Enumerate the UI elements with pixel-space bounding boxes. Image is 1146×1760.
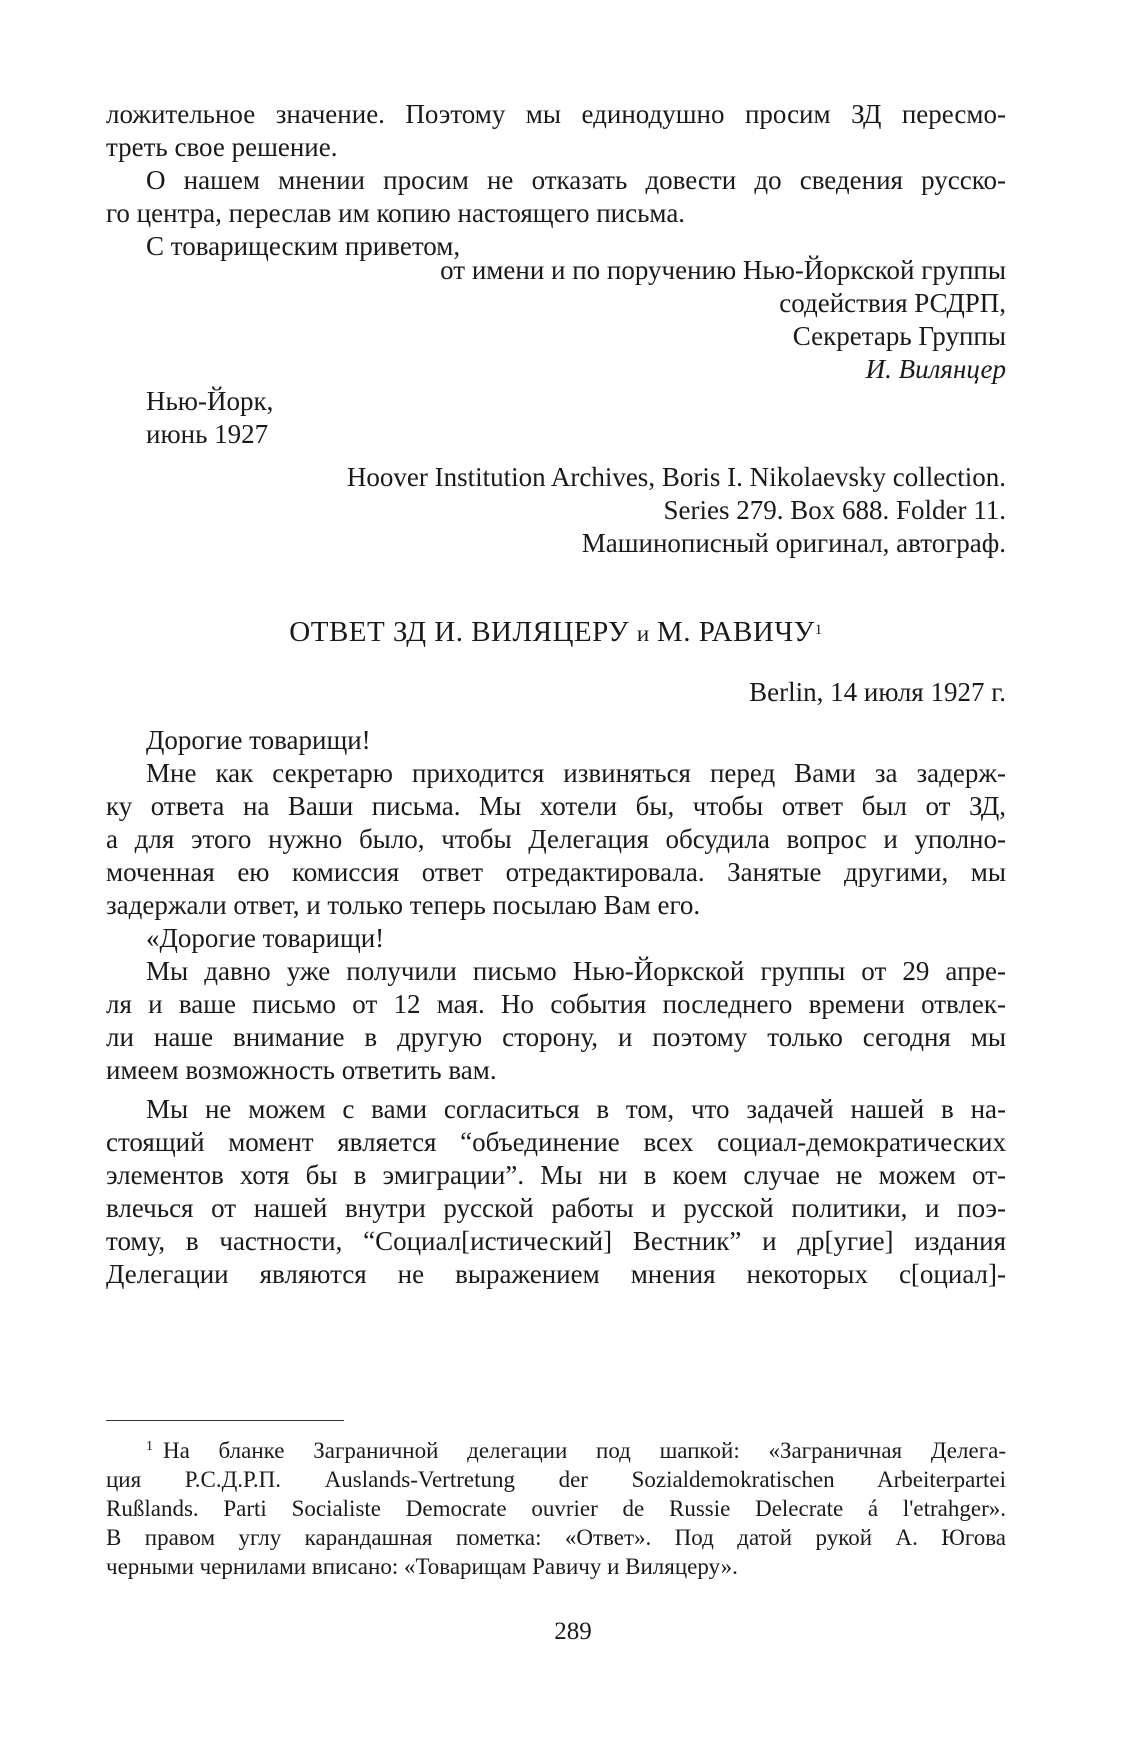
signature-line: Секретарь Группы — [792, 321, 1006, 351]
text-line: О нашем мнении просим не отказать довести до сведения русско- — [146, 165, 1006, 195]
text-line: го центра, переслав им копию настоящего письма. — [106, 198, 686, 228]
source-line: Машинописный оригинал, автограф. — [581, 528, 1006, 558]
document-heading — [106, 614, 1006, 652]
footnote-ref: 1 — [814, 622, 823, 638]
place: Нью-Йорк, — [146, 386, 274, 416]
text-line: Мне как секретарю приходится извиняться перед Вами за задерж- — [146, 758, 1006, 788]
continuation-text — [106, 98, 1006, 263]
signature-block — [106, 254, 1006, 386]
signature-name: И. Вилянцер — [865, 354, 1006, 384]
text-line: элементов хотя бы в эмиграции”. Мы ни в коем случае не можем от- — [106, 1160, 1006, 1190]
source-line: Hoover Institution Archives, Boris I. Nikolaevsky collection. — [346, 462, 1006, 492]
dateline: Berlin, 14 июля 1927 г. — [749, 677, 1006, 707]
text-line: моченная ею комиссия ответ отредактировала. Занятые другими, мы — [106, 857, 1006, 887]
text-line: Делегации являются не выражением мнения некоторых с[оциал]- — [106, 1259, 1006, 1289]
text-line: влечься от нашей внутри русской работы и русской политики, и поэ- — [106, 1193, 1006, 1223]
heading-part: ОТВЕТ ЗД И. ВИЛЯЦЕРУ — [289, 616, 630, 648]
quote-salutation: «Дорогие товарищи! — [146, 923, 385, 953]
source-line: Series 279. Box 688. Folder 11. — [663, 495, 1006, 525]
signature-line: содействия РСДРП, — [779, 288, 1006, 318]
source-citation — [106, 461, 1006, 560]
footnote-line: черными чернилами вписано: «Товарищам Равичу и Виляцеру». — [106, 1554, 738, 1579]
text-line: имеем возможность ответить вам. — [106, 1055, 497, 1085]
text-line: Мы давно уже получили письмо Нью-Йоркской группы от 29 апре- — [146, 956, 1006, 986]
place-date — [146, 385, 273, 451]
footnote-line: В правом углу карандашная пометка: «Ответ». Под датой рукой А. Югова — [106, 1525, 1006, 1550]
text-line: ку ответа на Ваши письма. Мы хотели бы, чтобы ответ был от ЗД, — [106, 791, 1006, 821]
text-line: ложительное значение. Поэтому мы единодушно просим ЗД пересмо- — [106, 99, 1006, 129]
footnote — [106, 1436, 1006, 1581]
greeting: С товарищеским приветом, — [146, 231, 461, 261]
footnote-text: На бланке Заграничной делегации под шапкой: «Заграничная Делега- — [163, 1438, 1006, 1463]
footnote-line: Rußlands. Parti Socialiste Democrate ouvrier de Russie Delecrate á l'etrahger». — [106, 1496, 1006, 1521]
text-line: ля и ваше письмо от 12 мая. Но события последнего времени отвлек- — [106, 989, 1006, 1019]
date: июнь 1927 — [146, 419, 269, 449]
heading-conj: и — [636, 621, 650, 646]
text-line: ли наше внимание в другую сторону, и поэтому только сегодня мы — [106, 1022, 1006, 1052]
text-line: задержали ответ, и только теперь посылаю Вам его. — [106, 890, 701, 920]
footnote-divider — [106, 1420, 344, 1421]
page-number: 289 — [554, 1618, 592, 1645]
heading-part: М. РАВИЧУ — [656, 616, 815, 648]
text-line: тому, в частности, “Социал[истический] Вестник” и др[угие] издания — [106, 1226, 1006, 1256]
text-line: а для этого нужно было, чтобы Делегация обсудила вопрос и уполно- — [106, 824, 1006, 854]
footnote-line: ция Р.С.Д.Р.П. Auslands-Vertretung der Sozialdemokratischen Arbeiterpartei — [106, 1467, 1006, 1492]
footnote-line — [106, 1436, 1006, 1465]
signature-line: от имени и по поручению Нью-Йоркской группы — [440, 255, 1006, 285]
footnote-mark: 1 — [146, 1439, 153, 1454]
salutation: Дорогие товарищи! — [146, 725, 371, 755]
text-line: стоящий момент является “объединение всех социал-демократических — [106, 1127, 1006, 1157]
text-line: Мы не можем с вами согласиться в том, что задачей нашей в на- — [146, 1094, 1006, 1124]
letter-body — [106, 724, 1006, 1291]
text-line: треть свое решение. — [106, 132, 338, 162]
